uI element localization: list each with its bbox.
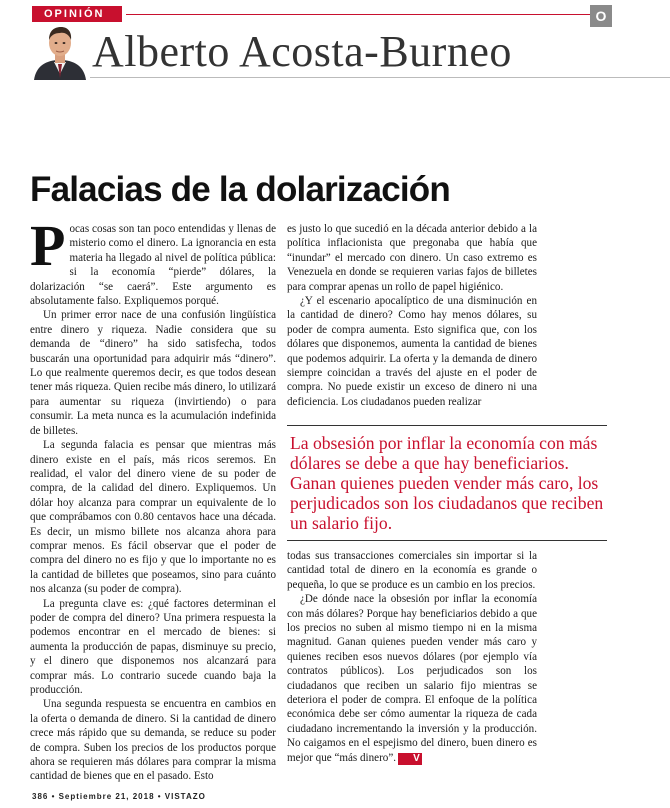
paragraph: ¿De dónde nace la obsesión por inflar la economía con más dólares? Porque hay beneficiarios debido a que los precios no suben al mismo tiempo ni en la misma magnitud. Ganan quienes pueden vender más caro y quienes reciben esos nuevos dólares (por ejemplo vía contratos públicos). Los perjudicados son los ciudadanos que reciben un salario fijo mientras se deteriora el poder de compra. El enfoque de la política económica debe ser cómo aumentar la riqueza de cada ciudadano incrementando la inversión y la producción. No caigamos en el espejismo del dinero, buen dinero es mejor que “más dinero”. V bbox=[287, 593, 537, 764]
drop-cap: P bbox=[30, 213, 66, 278]
pull-quote: La obsesión por inflar la economía con más dólares se debe a que hay beneficiarios. Ganan quienes pueden vender más caro, los perjudicados son los ciudadanos que reciben un salario fijo. bbox=[290, 433, 604, 533]
author-photo bbox=[30, 22, 90, 80]
pull-quote-bottom-rule bbox=[287, 540, 607, 541]
article-title: Falacias de la dolarización bbox=[30, 170, 450, 209]
paragraph: Pocas cosas son tan poco entendidas y llenas de misterio como el dinero. La ignorancia en esta materia ha llegado al nivel de política pública: si la economía “pierde” dólares, la dolarización “se caerá”. Este argumento es absolutamente falso. Expliquemos porqué. bbox=[30, 213, 276, 308]
paragraph: ¿Y el escenario apocalíptico de una disminución en la cantidad de dinero? Como hay menos dólares, su poder de compra aumenta. Esto significa que, con los dólares que disponemos, aumenta la cantidad de bienes que podemos adquirir. La oferta y la demanda de dinero siempre coincidan a través del ajuste en el poder de compra. No puede existir un exceso de dinero ni una deficiencia. Los ciudadanos pueden realizar bbox=[287, 295, 537, 408]
paragraph: La pregunta clave es: ¿qué factores determinan el poder de compra del dinero? Una primera respuesta la podemos encontrar en el mercado de bienes: si aumenta la producción de papas, disminuye su precio, y el dinero que disponemos nos alcanzará para comprar más. Lo contrario sucede cuando baja la producción. bbox=[30, 597, 276, 696]
left-column bbox=[30, 213, 276, 784]
pull-quote-top-rule bbox=[287, 425, 607, 426]
header-rule bbox=[126, 14, 590, 15]
paragraph: Una segunda respuesta se encuentra en cambios en la oferta o demanda de dinero. Si la cantidad de dinero crece más rápido que su demanda, se reduce su poder de compra. Suben los precios de los productos porque ahora se requieren más dólares para comprar la misma cantidad de bienes que en el pasado. Esto bbox=[30, 698, 276, 783]
right-column-top bbox=[287, 222, 537, 409]
page-footer: 386 • Septiembre 21, 2018 • VISTAZO bbox=[32, 792, 206, 801]
end-mark-icon: V bbox=[398, 753, 422, 765]
section-label: OPINIÓN bbox=[32, 6, 122, 22]
right-column-bottom bbox=[287, 549, 537, 765]
author-rule bbox=[90, 77, 670, 78]
author-name: Alberto Acosta-Burneo bbox=[92, 27, 512, 76]
paragraph: Un primer error nace de una confusión lingüística entre dinero y riqueza. Nadie considera que su demanda de “dinero” ha sido satisfecha, todos buscarán una oportunidad para adquirir más “dinero”. Lo que realmente queremos decir, es que todos desean tener más riqueza. Quien recibe más dinero, lo utilizará para aumentar su riqueza (invirtiendo) o para consumir. La meta nunca es la acumulación indefinida de billetes. bbox=[30, 309, 276, 437]
paragraph: La segunda falacia es pensar que mientras más dinero existe en el país, más ricos seremos. En realidad, el valor del dinero viene de su poder de compra, de la calidad del dinero. Expliquemos. Un dólar hoy alcanza para comprar un equivalente de lo que comprábamos con 0.80 centavos hace una década. Es decir, un mismo billete nos alcanza ahora para comprar menos. Es fácil observar que el poder de compra del dinero no es fijo y que lo importante no es la cantidad de billetes que poseamos, sino para cuánto nos alcanza (su poder de compra). bbox=[30, 439, 276, 596]
section-corner-icon: O bbox=[590, 5, 612, 27]
paragraph: es justo lo que sucedió en la década anterior debido a la política inflacionista que pregonaba que había que “inundar” el mercado con dinero. Un caso extremo es Venezuela en donde se requieren varias fajos de billetes para comprar apenas un rollo de papel higiénico. bbox=[287, 223, 537, 293]
paragraph: todas sus transacciones comerciales sin importar si la cantidad total de dinero en la economía es grande o pequeña, lo que se produce es un cambio en los precios. bbox=[287, 550, 537, 591]
